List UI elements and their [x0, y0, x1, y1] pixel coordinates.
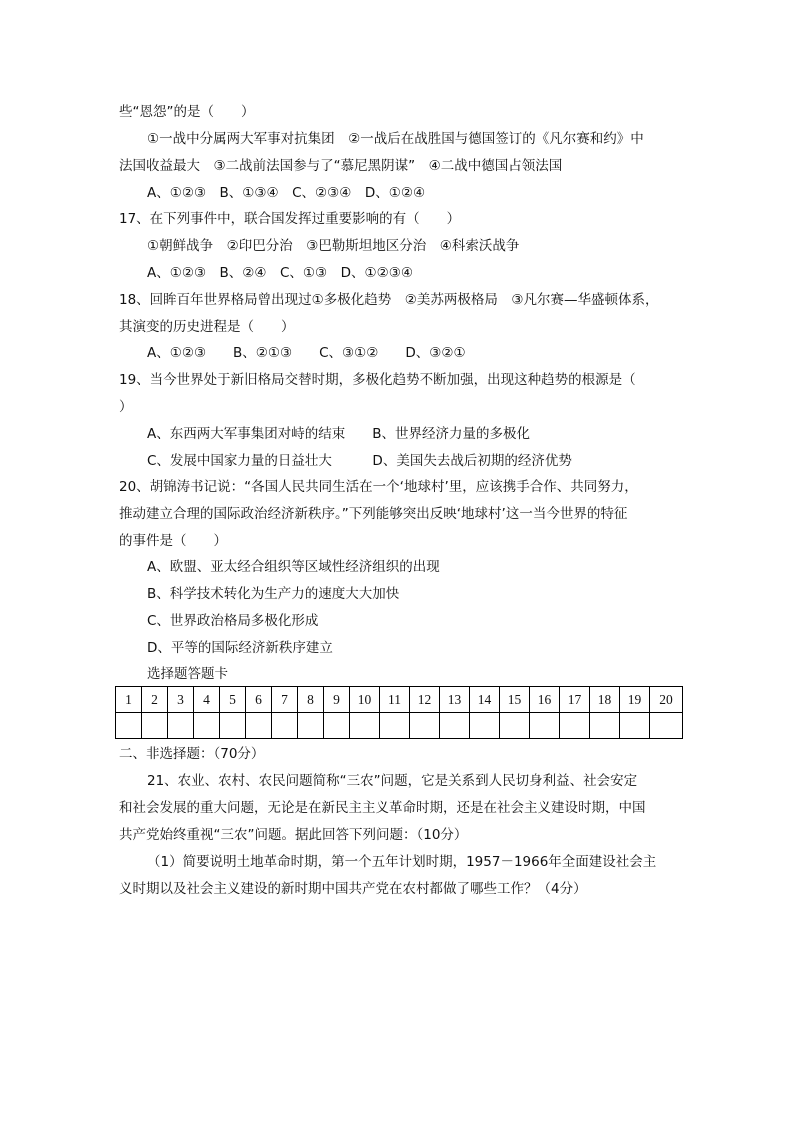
answer-sheet-number: 12: [410, 687, 440, 713]
answer-sheet-answer-row: [116, 713, 683, 739]
answer-cell[interactable]: [620, 713, 650, 739]
answer-sheet-number: 7: [272, 687, 298, 713]
q18-stem-line1: 18、回眸百年世界格局曾出现过①多极化趋势 ②美苏两极格局 ③凡尔赛—华盛顿体系，: [119, 292, 659, 308]
q17-stem: 17、在下列事件中，联合国发挥过重要影响的有（ ）: [119, 211, 461, 227]
q16-options-line2: 法国收益最大 ③二战前法国参与了“慕尼黑阴谋” ④二战中德国占领法国: [119, 158, 563, 174]
answer-cell[interactable]: [116, 713, 142, 739]
q21-stem-line3: 共产党始终重视“三农”问题。据此回答下列问题：（10分）: [119, 827, 468, 843]
answer-sheet-number: 1: [116, 687, 142, 713]
q20-stem-line3: 的事件是（ ）: [119, 533, 227, 549]
q20-option-a: A、欧盟、亚太经合组织等区域性经济组织的出现: [147, 559, 440, 575]
answer-sheet-number: 4: [194, 687, 220, 713]
q17-options: ①朝鲜战争 ②印巴分治 ③巴勒斯坦地区分治 ④科索沃战争: [147, 238, 520, 254]
answer-cell[interactable]: [530, 713, 560, 739]
q21-stem-line1: 21、农业、农村、农民问题简称“三农”问题，它是关系到人民切身利益、社会安定: [147, 773, 638, 789]
q18-answers: A、①②③ B、②①③ C、③①② D、③②①: [147, 345, 466, 361]
q20-option-d: D、平等的国际经济新秩序建立: [147, 640, 333, 656]
answer-cell[interactable]: [142, 713, 168, 739]
answer-sheet-table: [115, 686, 683, 739]
answer-cell[interactable]: [168, 713, 194, 739]
answer-sheet-number: 10: [350, 687, 380, 713]
q19-options-ab: A、东西两大军事集团对峙的结束 B、世界经济力量的多极化: [147, 426, 530, 442]
answer-cell[interactable]: [590, 713, 620, 739]
answer-sheet-number: 15: [500, 687, 530, 713]
answer-sheet-number: 16: [530, 687, 560, 713]
q19-options-cd: C、发展中国家力量的日益壮大 D、美国失去战后初期的经济优势: [147, 453, 572, 469]
q20-option-b: B、科学技术转化为生产力的速度大大加快: [147, 586, 400, 602]
answer-sheet-number: 8: [298, 687, 324, 713]
answer-cell[interactable]: [298, 713, 324, 739]
answer-sheet-number: 13: [440, 687, 470, 713]
answer-sheet-number: 3: [168, 687, 194, 713]
q21-sub1-line1: （1）简要说明土地革命时期，第一个五年计划时期，1957－1966年全面建设社会主: [147, 854, 657, 870]
q21-sub1-line2: 义时期以及社会主义建设的新时期中国共产党在农村都做了哪些工作？（4分）: [119, 881, 587, 897]
q19-stem-line2: ）: [119, 399, 133, 415]
answer-cell[interactable]: [194, 713, 220, 739]
answer-sheet-number: 6: [246, 687, 272, 713]
answer-sheet-number: 17: [560, 687, 590, 713]
answer-sheet-number: 19: [620, 687, 650, 713]
answer-sheet-number: 5: [220, 687, 246, 713]
answer-cell[interactable]: [500, 713, 530, 739]
answer-cell[interactable]: [560, 713, 590, 739]
answer-sheet-number: 9: [324, 687, 350, 713]
answer-cell[interactable]: [246, 713, 272, 739]
section-2-heading: 二、非选择题：（70分）: [119, 746, 265, 762]
answer-sheet-number: 20: [650, 687, 683, 713]
q16-options-line1: ①一战中分属两大军事对抗集团 ②一战后在战胜国与德国签订的《凡尔赛和约》中: [147, 131, 644, 147]
answer-sheet-number: 14: [470, 687, 500, 713]
q18-stem-line2: 其演变的历史进程是（ ）: [119, 319, 295, 335]
answer-cell[interactable]: [410, 713, 440, 739]
answer-sheet-number-row: [116, 687, 683, 713]
q19-stem-line1: 19、当今世界处于新旧格局交替时期，多极化趋势不断加强，出现这种趋势的根源是（: [119, 372, 636, 388]
q17-answers: A、①②③ B、②④ C、①③ D、①②③④: [147, 265, 413, 281]
q16-continuation: 些“恩怨”的是（ ）: [119, 104, 255, 120]
answer-card-title: 选择题答题卡: [147, 666, 228, 682]
q20-option-c: C、世界政治格局多极化形成: [147, 613, 319, 629]
answer-sheet-number: 11: [380, 687, 410, 713]
answer-cell[interactable]: [380, 713, 410, 739]
answer-sheet-number: 18: [590, 687, 620, 713]
answer-cell[interactable]: [220, 713, 246, 739]
q20-stem-line1: 20、胡锦涛书记说：“各国人民共同生活在一个‘地球村’里，应该携手合作、共同努力，: [119, 479, 638, 495]
answer-sheet-number: 2: [142, 687, 168, 713]
answer-cell[interactable]: [272, 713, 298, 739]
answer-cell[interactable]: [650, 713, 683, 739]
answer-cell[interactable]: [324, 713, 350, 739]
answer-cell[interactable]: [470, 713, 500, 739]
answer-cell[interactable]: [350, 713, 380, 739]
q20-stem-line2: 推动建立合理的国际政治经济新秩序。”下列能够突出反映‘地球村’这一当今世界的特征: [119, 506, 628, 522]
answer-cell[interactable]: [440, 713, 470, 739]
q21-stem-line2: 和社会发展的重大问题，无论是在新民主主义革命时期，还是在社会主义建设时期，中国: [119, 800, 646, 816]
q16-answers: A、①②③ B、①③④ C、②③④ D、①②④: [147, 185, 426, 201]
